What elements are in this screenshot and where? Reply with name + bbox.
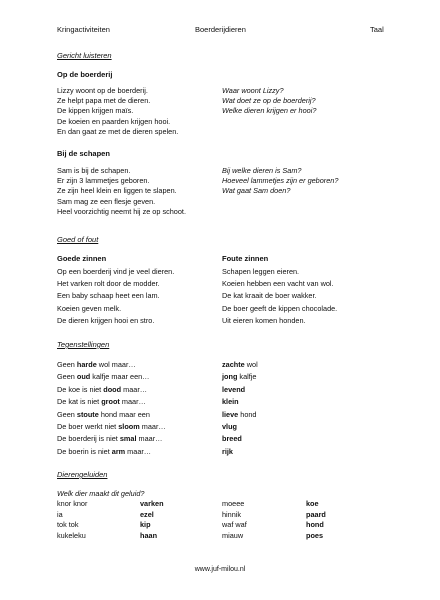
opposite-answer: klein <box>222 397 239 407</box>
animal: kip <box>140 520 151 530</box>
story-line: Er zijn 3 lammetjes geboren. <box>57 176 150 186</box>
section-title-geluiden: Dierengeluiden <box>57 470 108 479</box>
story-line: Ze helpt papa met de dieren. <box>57 96 151 106</box>
sentence: De dieren krijgen hooi en stro. <box>57 315 155 325</box>
sentence: Koeien geven melk. <box>57 303 122 313</box>
opposite-answer: levend <box>222 384 246 394</box>
sentence: Koeien hebben een vacht van wol. <box>222 279 334 289</box>
foute-zinnen-heading: Foute zinnen <box>222 254 269 263</box>
header-left: Kringactiviteiten <box>57 25 110 34</box>
sound: waf waf <box>222 520 247 530</box>
question-line: Bij welke dieren is Sam? <box>222 166 302 175</box>
story-line: De kippen krijgen maïs. <box>57 106 134 116</box>
opposite-prompt: Geen stoute hond maar een <box>57 409 150 419</box>
story2-heading: Bij de schapen <box>57 149 110 158</box>
opposite-answer: jong kalfje <box>222 372 257 382</box>
header-right: Taal <box>370 25 384 34</box>
sentence: Uit eieren komen honden. <box>222 315 306 325</box>
sentence: De boer geeft de kippen chocolade. <box>222 303 338 313</box>
question-line: Wat doet ze op de boerderij? <box>222 96 316 106</box>
opposite-prompt: De kat is niet groot maar… <box>57 397 146 407</box>
story-line: Sam mag ze een flesje geven. <box>57 196 156 206</box>
sentence: Op een boerderij vind je veel dieren. <box>57 267 175 276</box>
opposite-answer: zachte wol <box>222 360 258 369</box>
sentence: Een baby schaap heet een lam. <box>57 291 160 301</box>
animal: poes <box>306 530 324 540</box>
tegen-right-list <box>222 359 258 458</box>
sound: kukeleku <box>57 530 86 540</box>
story-line: De koeien en paarden krijgen hooi. <box>57 116 171 126</box>
sound: hinnik <box>222 509 242 519</box>
opposite-prompt: De boerderij is niet smal maar… <box>57 434 163 444</box>
tegen-left-list <box>57 359 166 458</box>
opposite-answer: vlug <box>222 422 237 432</box>
goede-zinnen-list <box>57 266 174 327</box>
sound: ia <box>57 509 63 519</box>
story2-text <box>57 166 186 217</box>
footer-url: www.juf-milou.nl <box>194 566 246 573</box>
animal: paard <box>306 509 326 519</box>
section-title-tegen: Tegenstellingen <box>57 340 110 349</box>
opposite-answer: breed <box>222 434 242 444</box>
goede-zinnen-heading: Goede zinnen <box>57 254 107 263</box>
story-line: Sam is bij de schapen. <box>57 166 131 175</box>
story1-text <box>57 86 178 137</box>
story-line: Heel voorzichtig neemt hij ze op schoot. <box>57 206 186 216</box>
foute-zinnen-list <box>222 266 337 327</box>
sentence: Schapen leggen eieren. <box>222 267 300 276</box>
story-line: En dan gaat ze met de dieren spelen. <box>57 126 179 136</box>
question-line: Hoeveel lammetjes zijn er geboren? <box>222 176 339 186</box>
header-center: Boerderijdieren <box>195 25 246 34</box>
sound-col-1 <box>57 499 87 541</box>
opposite-answer: lieve hond <box>222 409 257 419</box>
sound: moeee <box>222 499 245 508</box>
geluiden-question: Welk dier maakt dit geluid? <box>57 489 145 498</box>
opposite-prompt: Geen oud kalfje maar een… <box>57 372 150 382</box>
story1-heading: Op de boerderij <box>57 70 113 79</box>
story-line: Lizzy woont op de boerderij. <box>57 86 148 95</box>
animal: haan <box>140 530 158 540</box>
opposite-prompt: De boerin is niet arm maar… <box>57 446 152 456</box>
animal: hond <box>306 520 324 530</box>
animal: varken <box>140 499 164 508</box>
story-line: Ze zijn heel klein en liggen te slapen. <box>57 186 177 196</box>
sound: miauw <box>222 530 244 540</box>
animal: ezel <box>140 509 154 519</box>
question-line: Welke dieren krijgen er hooi? <box>222 106 317 116</box>
section-title-gericht: Gericht luisteren <box>57 51 112 60</box>
question-line: Waar woont Lizzy? <box>222 86 284 95</box>
animal: koe <box>306 499 319 508</box>
story1-questions <box>222 86 316 117</box>
opposite-answer: rijk <box>222 446 233 456</box>
question-line: Wat gaat Sam doen? <box>222 186 291 196</box>
section-title-goed: Goed of fout <box>57 235 99 244</box>
story2-questions <box>222 166 338 197</box>
animal-col-2 <box>306 499 326 541</box>
animal-col-1 <box>140 499 164 541</box>
opposite-prompt: De boer werkt niet sloom maar… <box>57 422 166 432</box>
opposite-prompt: Geen harde wol maar… <box>57 360 136 369</box>
sound: tok tok <box>57 520 79 530</box>
sentence: De kat kraait de boer wakker. <box>222 291 317 301</box>
sound: knor knor <box>57 499 88 508</box>
opposite-prompt: De koe is niet dood maar… <box>57 384 148 394</box>
sentence: Het varken rolt door de modder. <box>57 279 160 289</box>
sound-col-2 <box>222 499 247 541</box>
